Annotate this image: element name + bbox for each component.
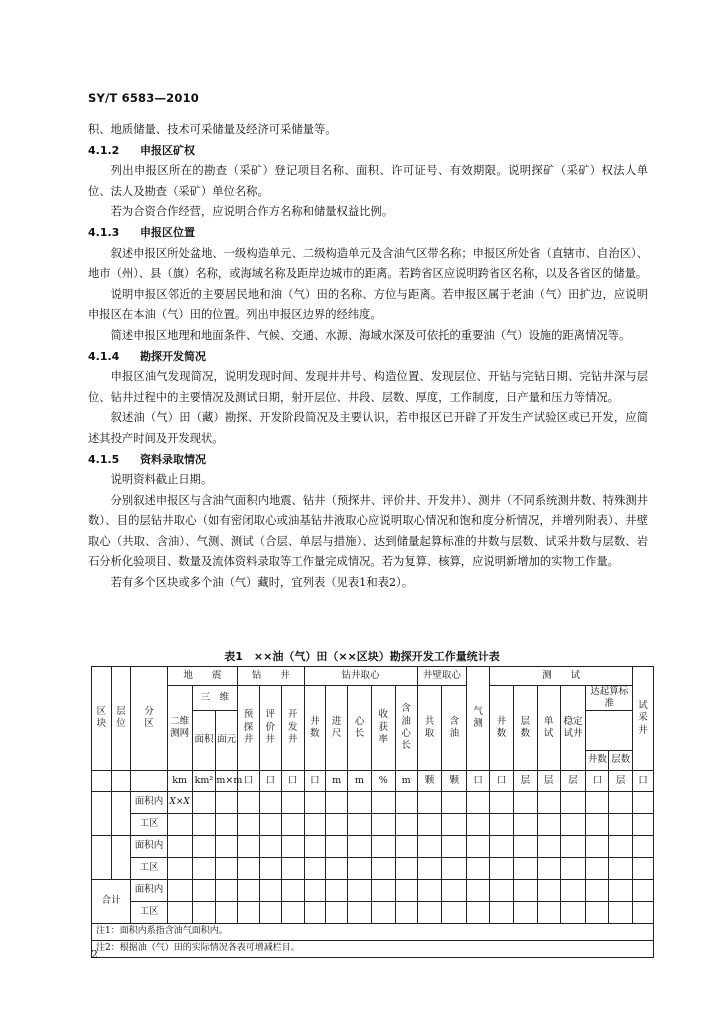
data-cell [371, 857, 395, 879]
data-cell [281, 791, 304, 813]
col-header-3d-area: 面积 [192, 710, 216, 770]
data-cell [490, 835, 514, 857]
data-cell [238, 901, 260, 923]
col-header-core-wells [304, 686, 326, 771]
data-cell [259, 835, 281, 857]
unit-cell: m×m [216, 770, 238, 791]
data-cell [167, 879, 192, 901]
data-cell [326, 813, 348, 835]
data-cell [442, 791, 467, 813]
unit-cell: 口 [633, 770, 654, 791]
col-header-gas-logging [467, 667, 490, 771]
col-header-test-wells [490, 686, 514, 771]
col-header-development-well [281, 686, 304, 771]
unit-cell: 口 [238, 770, 260, 791]
data-cell [281, 813, 304, 835]
col-header-single-test [537, 686, 560, 771]
col-header-zone [131, 667, 167, 771]
header-label: 层数 [520, 715, 531, 739]
data-cell [259, 879, 281, 901]
data-cell [467, 901, 490, 923]
data-cell [586, 879, 609, 901]
data-cell [348, 835, 372, 857]
data-cell [609, 813, 633, 835]
data-cell [348, 791, 372, 813]
data-cell [259, 901, 281, 923]
header-label: 分区 [144, 706, 154, 730]
col-header-standard-layers: 层数 [609, 750, 633, 770]
data-cell [192, 879, 216, 901]
units-row [92, 770, 654, 791]
paragraph: 说明资料截止日期。 [110, 473, 213, 487]
section-heading [88, 450, 648, 471]
standard-header: SY/T 6583—2010 [88, 91, 199, 105]
data-cell [167, 813, 192, 835]
data-cell [537, 901, 560, 923]
paragraph: 说明申报区邻近的主要居民地和油（气）田的名称、方位与距离。若申报区属于老油（气）田扩边，应说明申报区在本油（气）田的位置。列出申报区边界的经纬度。 [88, 287, 648, 322]
data-cell [586, 901, 609, 923]
data-cell [371, 791, 395, 813]
workload-statistics-table [91, 666, 654, 958]
unit-cell: m [395, 770, 417, 791]
data-cell [395, 857, 417, 879]
data-cell [560, 835, 586, 857]
data-cell [537, 879, 560, 901]
unit-cell: m [348, 770, 372, 791]
table-row [92, 901, 654, 923]
header-label: 区块 [96, 706, 107, 730]
col-header-sidewall-oil [442, 686, 467, 771]
data-cell [633, 901, 654, 923]
data-cell [259, 791, 281, 813]
col-header-trial-production [633, 667, 654, 771]
table-row [92, 835, 654, 857]
data-cell [537, 813, 560, 835]
data-cell [348, 901, 372, 923]
data-cell [467, 813, 490, 835]
data-cell [442, 857, 467, 879]
unit-cell: 颗 [417, 770, 442, 791]
paragraph: 分别叙述申报区与含油气面积内地震、钻井（预探井、评价井、开发井）、测井（不同系统测井数、特殊测井数）、目的层钻井取心（如有密闭取心或油基钻井液取心应说明取心情况和饱和度分析情况，并增列附表）、井壁取心（共取、含油）、气测、测试（合层、单层与措施）、达到储量起算标准的井数与层数、试采井数与层数、岩石分析化验项目、数量及流体资料录取等工作量完成情况。若为复算、核算，应说明新增加的实物工作量。 [88, 493, 648, 569]
paragraph: 简述申报区地理和地面条件、气候、交通、水源、海域水深及可依托的重要油（气）设施的距离情况等。 [110, 328, 631, 342]
data-cell [167, 901, 192, 923]
unit-cell: 口 [467, 770, 490, 791]
section-number: 4.1.4 [88, 349, 120, 363]
data-cell [609, 901, 633, 923]
data-cell [490, 791, 514, 813]
data-cell [281, 835, 304, 857]
data-cell [442, 879, 467, 901]
unit-cell: 颗 [442, 770, 467, 791]
col-header-footage [326, 686, 348, 771]
data-cell [348, 857, 372, 879]
row-zone-label: 面积内 [131, 791, 167, 813]
unit-cell: 口 [490, 770, 514, 791]
section-heading [88, 223, 648, 244]
data-cell [586, 813, 609, 835]
data-cell [537, 791, 560, 813]
data-cell [513, 791, 537, 813]
data-cell [348, 879, 372, 901]
section-number: 4.1.2 [88, 143, 120, 157]
data-cell [633, 835, 654, 857]
data-cell [259, 813, 281, 835]
data-cell [417, 813, 442, 835]
data-cell [304, 879, 326, 901]
data-cell [467, 879, 490, 901]
data-cell [633, 879, 654, 901]
header-label: 预探井 [243, 709, 254, 746]
data-cell [490, 901, 514, 923]
data-cell [490, 879, 514, 901]
col-header-layer [111, 667, 131, 771]
data-cell [281, 857, 304, 879]
paragraph: 叙述油（气）田（藏）勘探、开发阶段简况及主要认识，若申报区已开辟了开发生产试验区或已开发，应简述其投产时间及开发现状。 [88, 411, 648, 445]
unit-cell: % [371, 770, 395, 791]
table-row [92, 813, 654, 835]
data-cell [192, 901, 216, 923]
data-cell [609, 791, 633, 813]
data-cell [371, 813, 395, 835]
data-cell [238, 857, 260, 879]
unit-cell: 层 [609, 770, 633, 791]
col-header-exploration-well [238, 686, 260, 771]
table-row [92, 879, 654, 901]
col-header-sidewall-total [417, 686, 442, 771]
section-number: 4.1.5 [88, 452, 120, 466]
data-cell [281, 901, 304, 923]
data-cell [192, 813, 216, 835]
header-label: 单试 [543, 715, 554, 739]
data-cell [609, 835, 633, 857]
header-label: 共取 [424, 715, 435, 739]
unit-cell: km² [192, 770, 216, 791]
data-cell [304, 901, 326, 923]
data-cell [348, 813, 372, 835]
section-heading [88, 347, 648, 368]
data-cell [560, 879, 586, 901]
row-zone-label: 工区 [131, 901, 167, 923]
group-header-coring: 钻井取心 [304, 667, 417, 686]
col-header-test-layers [513, 686, 537, 771]
data-cell [326, 879, 348, 901]
data-cell [281, 879, 304, 901]
table-row [92, 791, 654, 813]
data-cell [395, 813, 417, 835]
data-cell [238, 879, 260, 901]
col-header-stable-test: 稳定试井 [560, 686, 586, 771]
data-cell [537, 835, 560, 857]
paragraph: 若有多个区块或多个油（气）藏时，宜列表（见表1和表2）。 [110, 576, 414, 590]
data-cell [586, 791, 609, 813]
data-cell [467, 835, 490, 857]
col-header-core-length [348, 686, 372, 771]
header-label: 试采井 [638, 699, 648, 736]
group-header-sidewall-coring: 井壁取心 [417, 667, 467, 686]
paragraph: 积、地质储量、技术可采储量及经济可采储量等。 [88, 123, 337, 136]
data-cell [560, 791, 586, 813]
section-title: 资料录取情况 [140, 452, 206, 466]
data-cell [216, 835, 238, 857]
data-cell [609, 879, 633, 901]
data-cell [417, 857, 442, 879]
data-cell [259, 857, 281, 879]
data-cell [371, 835, 395, 857]
data-cell [586, 857, 609, 879]
data-cell [560, 813, 586, 835]
header-label: 含油心长 [401, 703, 411, 752]
col-header-appraisal-well [259, 686, 281, 771]
col-header-block [92, 667, 112, 771]
data-cell [216, 791, 238, 813]
col-header-standard: 达起算标准 [586, 686, 633, 711]
data-cell [633, 791, 654, 813]
group-header-testing: 测 试 [490, 667, 633, 686]
data-cell [167, 857, 192, 879]
header-label: 评价井 [265, 709, 276, 746]
data-cell [633, 857, 654, 879]
col-header-standard-wells: 井数 [586, 750, 609, 770]
data-cell [395, 901, 417, 923]
unit-cell: 层 [513, 770, 537, 791]
data-cell [326, 857, 348, 879]
unit-cell: m [326, 770, 348, 791]
data-cell [395, 835, 417, 857]
data-cell [326, 901, 348, 923]
col-header-oil-core-length [395, 686, 417, 771]
data-cell [216, 901, 238, 923]
table-note-2: 注2：根据油（气）田的实际情况各表可增减栏目。 [92, 940, 654, 957]
header-label: 层位 [116, 706, 126, 730]
data-cell [417, 791, 442, 813]
unit-cell: 口 [304, 770, 326, 791]
data-cell: X×X [167, 791, 192, 813]
data-cell [513, 879, 537, 901]
page-number: 2 [91, 948, 98, 961]
data-cell [442, 901, 467, 923]
data-cell [417, 835, 442, 857]
data-cell [586, 835, 609, 857]
data-cell [326, 791, 348, 813]
data-cell [633, 813, 654, 835]
data-cell [513, 901, 537, 923]
data-cell [417, 879, 442, 901]
data-cell [238, 813, 260, 835]
data-cell [513, 857, 537, 879]
data-cell [395, 791, 417, 813]
unit-cell: 层 [560, 770, 586, 791]
section-heading [88, 141, 648, 162]
col-header-3d: 三 维 [192, 686, 238, 711]
data-cell [216, 857, 238, 879]
header-label: 心长 [354, 715, 365, 739]
data-cell [417, 901, 442, 923]
data-cell [326, 835, 348, 857]
header-label: 收获率 [378, 709, 389, 746]
section-title: 申报区位置 [140, 225, 195, 239]
paragraph: 叙述申报区所处盆地、一级构造单元、二级构造单元及含油气区带名称；申报区所处省（直辖市、自治区）、地市（州）、县（旗）名称，或海域名称及距岸边城市的距离。若跨省区应说明跨省区名称，以及各省区的储量。 [88, 246, 648, 281]
section-title: 申报区矿权 [140, 143, 195, 157]
table-row [92, 857, 654, 879]
unit-cell: km [167, 770, 192, 791]
data-cell [216, 813, 238, 835]
col-header-2d: 二维测网 [167, 686, 192, 771]
data-cell [216, 879, 238, 901]
data-cell [442, 813, 467, 835]
header-label: 井数 [310, 715, 320, 739]
row-zone-label: 面积内 [131, 835, 167, 857]
table-caption: 表1 ××油（气）田（××区块）勘探开发工作量统计表 [224, 650, 500, 663]
data-cell [490, 813, 514, 835]
data-cell [513, 813, 537, 835]
data-cell [609, 857, 633, 879]
header-label: 含油 [449, 715, 460, 739]
table-note-1: 注1：面积内系指含油气面积内。 [92, 923, 654, 940]
paragraph: 申报区油气发现简况，说明发现时间、发现井井号、构造位置、发现层位、开钻与完钻日期、完钻井深与层位、钻井过程中的主要情况及测试日期，射开层位、井段、层数、厚度，工作制度，日产量和压力等情况。 [88, 370, 648, 404]
data-cell [192, 857, 216, 879]
data-cell [238, 791, 260, 813]
group-header-seismic: 地 震 [167, 667, 238, 686]
total-label: 合计 [92, 879, 131, 923]
paragraph: 列出申报区所在的勘查（采矿）登记项目名称、面积、许可证号、有效期限。说明探矿（采矿）权法人单位、法人及勘查（采矿）单位名称。 [88, 164, 648, 198]
data-cell [395, 879, 417, 901]
data-cell [467, 791, 490, 813]
row-zone-label: 工区 [131, 857, 167, 879]
data-cell [192, 791, 216, 813]
data-cell [304, 857, 326, 879]
group-header-drilling: 钻 井 [238, 667, 304, 686]
section-number: 4.1.3 [88, 225, 120, 239]
data-cell [304, 835, 326, 857]
unit-cell: 口 [281, 770, 304, 791]
data-cell [490, 857, 514, 879]
data-cell [513, 835, 537, 857]
data-cell [304, 813, 326, 835]
paragraph: 若为合资合作经营，应说明合作方名称和储量权益比例。 [110, 205, 394, 219]
col-header-3d-bin: 面元 [216, 710, 238, 770]
data-cell [442, 835, 467, 857]
data-cell [167, 835, 192, 857]
data-cell [560, 857, 586, 879]
row-zone-label: 工区 [131, 813, 167, 835]
header-label: 井数 [496, 715, 507, 739]
data-cell [537, 857, 560, 879]
body-text [88, 120, 648, 594]
header-label: 开发井 [287, 709, 298, 746]
data-cell [467, 857, 490, 879]
data-cell [371, 901, 395, 923]
data-cell [192, 835, 216, 857]
data-cell [238, 835, 260, 857]
section-title: 勘探开发简况 [140, 349, 206, 363]
header-label: 进尺 [331, 715, 342, 739]
unit-cell: 口 [586, 770, 609, 791]
unit-cell: 口 [259, 770, 281, 791]
col-header-recovery [371, 686, 395, 771]
header-label: 气测 [473, 706, 483, 730]
data-cell [304, 791, 326, 813]
data-cell [560, 901, 586, 923]
unit-cell: 层 [537, 770, 560, 791]
row-zone-label: 面积内 [131, 879, 167, 901]
data-cell [371, 879, 395, 901]
